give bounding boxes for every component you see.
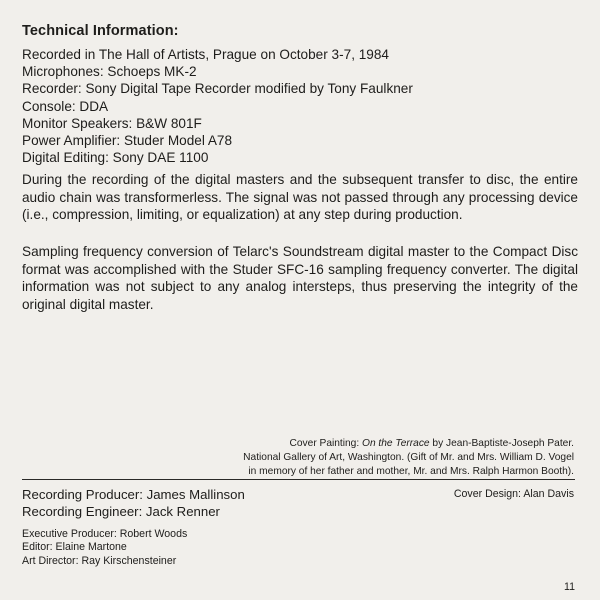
cover-painting-line-3: in memory of her father and mother, Mr. and Mrs. Ralph Harmon Booth).: [248, 466, 574, 477]
digital-editing: Digital Editing: Sony DAE 1100: [22, 150, 209, 166]
recording-engineer: Recording Engineer: Jack Renner: [22, 504, 220, 520]
recording-producer: Recording Producer: James Mallinson: [22, 487, 245, 502]
painting-title: On the Terrace: [362, 438, 430, 449]
producer-credits: [22, 486, 245, 520]
console: Console: DDA: [22, 98, 109, 114]
editor: Editor: Elaine Martone: [22, 541, 127, 554]
cover-painting-credit: [174, 437, 574, 479]
technical-details-list: [22, 46, 413, 166]
recording-location: Recorded in The Hall of Artists, Prague on October 3-7, 1984: [22, 47, 389, 62]
monitor-speakers: Monitor Speakers: B&W 801F: [22, 115, 202, 131]
microphones: Microphones: Schoeps MK-2: [22, 64, 197, 80]
sampling-conversion-paragraph: Sampling frequency conversion of Telarc's Soundstream digital master to the Compact Disc format was accomplished with the Studer SFC-16 sampling frequency converter. The digital information was not subject to any analog intersteps, thus preserving the integrity of the original digital master.: [22, 244, 578, 312]
staff-credits: [22, 528, 187, 568]
recorder: Recorder: Sony Digital Tape Recorder modified by Tony Faulkner: [22, 81, 413, 97]
cover-design-credit: Cover Design: Alan Davis: [453, 488, 574, 500]
cover-painting-line-2: National Gallery of Art, Washington. (Gift of Mr. and Mrs. William D. Vogel: [243, 452, 574, 463]
technical-information-heading: Technical Information:: [22, 23, 179, 39]
page-number: 11: [564, 581, 575, 593]
divider-rule: [22, 479, 575, 480]
audio-chain-paragraph: During the recording of the digital masters and the subsequent transfer to disc, the entire audio chain was transformerless. The signal was not passed through any processing device (i.e., compression, limiting, or equalization) at any step during production.: [22, 172, 578, 223]
executive-producer: Executive Producer: Robert Woods: [22, 528, 188, 540]
power-amplifier: Power Amplifier: Studer Model A78: [22, 133, 233, 149]
cover-painting-label: Cover Painting:: [289, 438, 363, 449]
cover-painting-line-1: [174, 437, 574, 451]
painting-artist: by Jean-Baptiste-Joseph Pater.: [429, 438, 574, 449]
art-director: Art Director: Ray Kirschensteiner: [22, 554, 177, 567]
